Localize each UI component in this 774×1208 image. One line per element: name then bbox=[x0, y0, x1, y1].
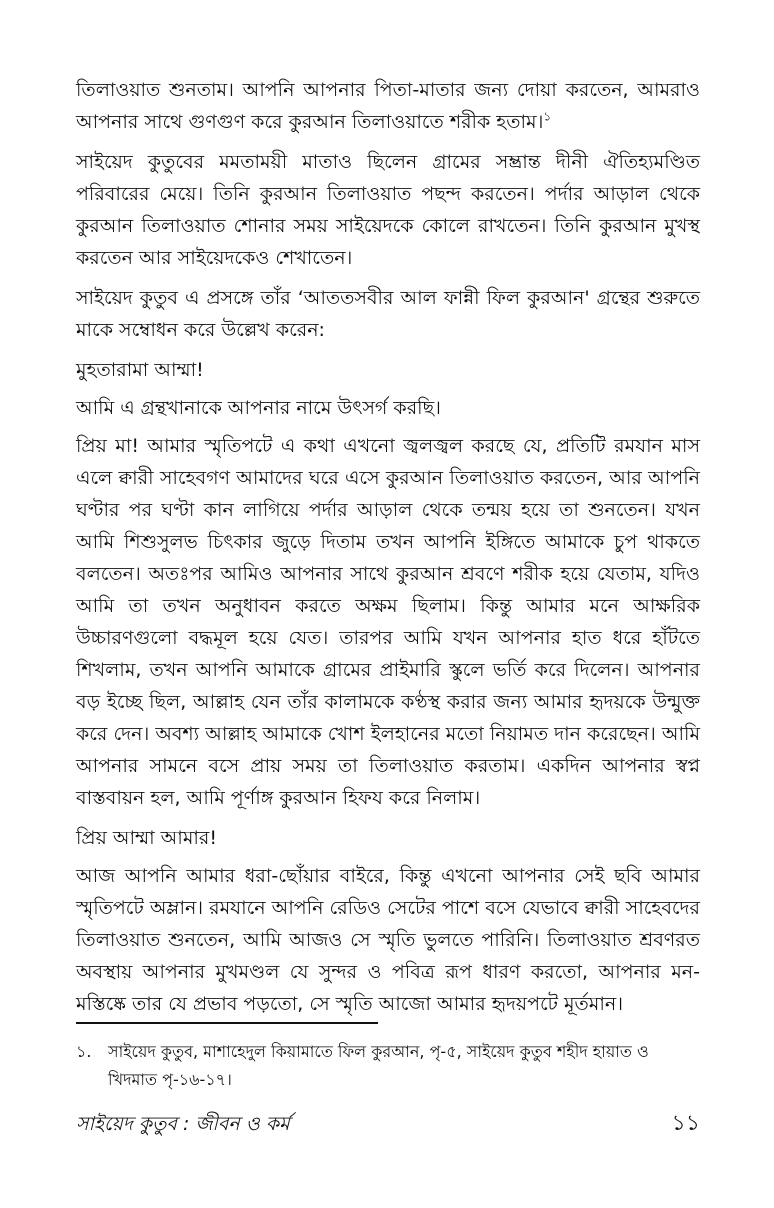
footnote-text: সাইয়েদ কুতুব, মাশাহেদুল কিয়ামাতে ফিল কুরআন, পৃ-৫, সাইয়েদ কুতুব শহীদ হায়াত ও খিদমাত পৃ-১৬-১৭। bbox=[108, 1042, 649, 1089]
paragraph-6: প্রিয় মা! আমার স্মৃতিপটে এ কথা এখনো জ্বলজ্বল করছে যে, প্রতিটি রমযান মাস এলে ক্বারী সাহেবগণ আমাদের ঘরে এসে কুরআন তিলাওয়াত করতেন, আর আপনি ঘণ্টার পর ঘণ্টা কান লাগিয়ে পর্দার আড়াল থেকে তন্ময় হয়ে তা শুনতেন। যখন আমি শিশুসুলভ চিৎকার জুড়ে দিতাম তখন আপনি ইঙ্গিতে আমাকে চুপ থাকতে বলতেন। অতঃপর আমিও আপনার সাথে কুরআন শ্রবণে শরীক হয়ে যেতাম, যদিও আমি তা তখন অনুধাবন করতে অক্ষম ছিলাম। কিন্তু আমার মনে আক্ষরিক উচ্চারণগুলো বদ্ধমূল হয়ে যেত। তারপর আমি যখন আপনার হাত ধরে হাঁটতে শিখলাম, তখন আপনি আমাকে গ্রামের প্রাইমারি স্কুলে ভর্তি করে দিলেন। আপনার বড় ইচ্ছে ছিল, আল্লাহ যেন তাঁর কালামকে কণ্ঠস্থ করার জন্য আমার হৃদয়কে উন্মুক্ত করে দেন। অবশ্য আল্লাহ আমাকে খোশ ইলহানের মতো নিয়ামত দান করেছেন। আমি আপনার সামনে বসে প্রায় সময় তা তিলাওয়াত করতাম। একদিন আপনার স্বপ্ন বাস্তবায়ন হল, আমি পূর্ণাঙ্গ কুরআন হিফয করে নিলাম। bbox=[76, 435, 700, 809]
footnote-ref[interactable]: ১ bbox=[543, 109, 552, 124]
book-title: সাইয়েদ কুতুব : জীবন ও কর্ম bbox=[76, 1113, 290, 1135]
dedication-line: আমি এ গ্রন্থখানাকে আপনার নামে উৎসর্গ করছি। bbox=[76, 397, 441, 419]
paragraph-1: তিলাওয়াত শুনতাম। আপনি আপনার পিতা-মাতার জন্য দোয়া করতেন, আমরাও আপনার সাথে গুণগুণ করে কুরআন তিলাওয়াতে শরীক হতাম।$^১$ bbox=[76, 79, 700, 133]
footnote-number: ১. bbox=[76, 1042, 92, 1061]
salutation-1: মুহতারামা আম্মা! bbox=[76, 359, 204, 381]
paragraph-2: সাইয়েদ কুতুবের মমতাময়ী মাতাও ছিলেন গ্রামের সম্ভ্রান্ত দীনী ঐতিহ্যমণ্ডিত পরিবারের মেয়ে। তিনি কুরআন তিলাওয়াত পছন্দ করতেন। পর্দার আড়াল থেকে কুরআন তিলাওয়াত শোনার সময় সাইয়েদকে কোলে রাখতেন। তিনি কুরআন মুখস্থ করতেন আর সাইয়েদকেও শেখাতেন। bbox=[76, 151, 700, 269]
paragraph-8: আজ আপনি আমার ধরা-ছোঁয়ার বাইরে, কিন্তু এখনো আপনার সেই ছবি আমার স্মৃতিপটে অম্লান। রমযানে আপনি রেডিও সেটের পাশে বসে যেভাবে ক্বারী সাহেবদের তিলাওয়াত শুনতেন, আমি আজও সে স্মৃতি ভুলতে পারিনি। তিলাওয়াত শ্রবণরত অবস্থায় আপনার মুখমণ্ডল যে সুন্দর ও পবিত্র রূপ ধারণ করতো, আপনার মন-মস্তিষ্কে তার যে প্রভাব পড়তো, সে স্মৃতি আজো আমার হৃদয়পটে মূর্তমান। bbox=[76, 865, 700, 1015]
salutation-2: প্রিয় আম্মা আমার! bbox=[76, 827, 217, 849]
footnote-divider bbox=[76, 1022, 378, 1024]
footnote bbox=[76, 1038, 700, 1094]
main-text bbox=[76, 74, 700, 1028]
paragraph-3: সাইয়েদ কুতুব এ প্রসঙ্গে তাঁর ‘আততসবীর আল ফান্নী ফিল কুরআন' গ্রন্থের শুরুতে মাকে সম্বোধন করে উল্লেখ করেন: bbox=[76, 287, 700, 341]
page-number: ১১ bbox=[671, 1111, 700, 1136]
running-footer bbox=[76, 1106, 700, 1143]
